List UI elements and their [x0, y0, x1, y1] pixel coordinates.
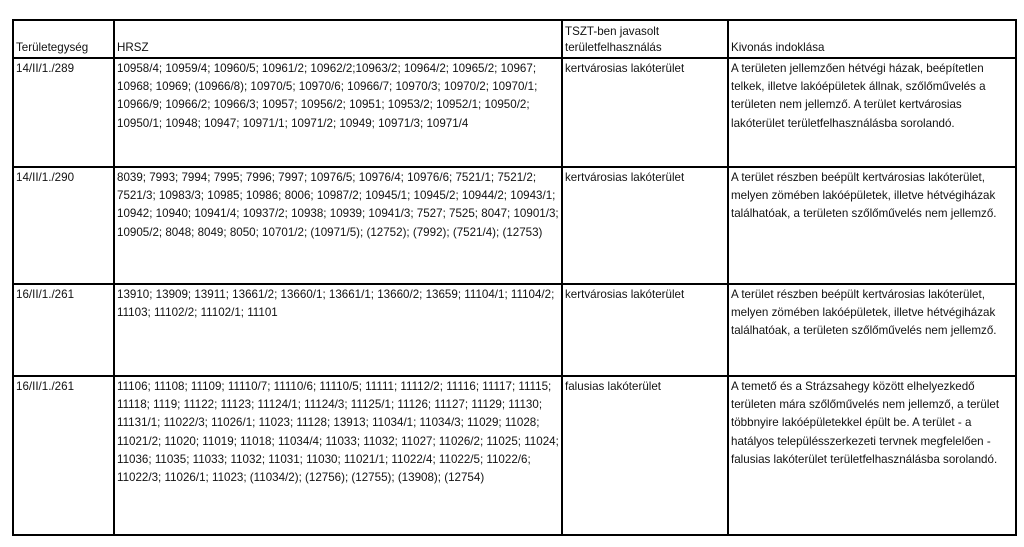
- header-hrsz: HRSZ: [114, 20, 562, 58]
- cell-hrsz: 8039; 7993; 7994; 7995; 7996; 7997; 10976/5; 10976/4; 10976/6; 7521/1; 7521/2; 7521/3; 10983/3; 10985; 10986; 8006; 10987/2; 10945/1; 10945/2; 10944/2; 10943/1; 10942; 10940; 10941/4; 10937/2; 10938; 10939; 10941/3; 7527; 7525; 8047; 10901/3; 10905/2; 8048; 8049; 8050; 10701/2; (10971/5); (12752); (7992); (7521/4); (12753): [114, 167, 562, 284]
- table-header-row: [13, 20, 1016, 58]
- cell-unit: 14/II/1./290: [13, 167, 114, 284]
- table-row: [13, 167, 1016, 284]
- cell-landuse: kertvárosias lakóterület: [562, 167, 728, 284]
- cell-reason: A terület részben beépült kertvárosias lakóterület, melyen zömében lakóépületek, illetve hétvégiházak találhatóak, a területen szőlőművelés nem jellemző.: [728, 284, 1016, 376]
- cell-reason: A területen jellemzően hétvégi házak, beépítetlen telkek, illetve lakóépületek állnak, szőlőművelés a területen nem jellemző. A terület kertvárosias lakóterület területfelhasználásba sorolandó.: [728, 58, 1016, 167]
- cell-landuse: falusias lakóterület: [562, 376, 728, 535]
- cell-reason: A terület részben beépült kertvárosias lakóterület, melyen zömében lakóépületek, illetve hétvégiházak találhatóak, a területen szőlőművelés nem jellemző.: [728, 167, 1016, 284]
- cell-landuse: kertvárosias lakóterület: [562, 284, 728, 376]
- header-teruletegyseg: Területegység: [13, 20, 114, 58]
- cell-hrsz: 11106; 11108; 11109; 11110/7; 11110/6; 11110/5; 11111; 11112/2; 11116; 11117; 11115; 11118; 1119; 11122; 11123; 11124/1; 11124/3; 11125/1; 11126; 11127; 11129; 11130; 11131/1; 11022/3; 11026/1; 11023; 11128; 13913; 11034/1; 11034/3; 11029; 11028; 11021/2; 11020; 11019; 11018; 11034/4; 11033; 11032; 11027; 11026/2; 11025; 11024; 11036; 11035; 11033; 11032; 11031; 11030; 11021/1; 11022/4; 11022/5; 11022/6; 11022/3; 11026/1; 11023; (11034/2); (12756); (12755); (13908); (12754): [114, 376, 562, 535]
- header-tszt-landuse: TSZT-ben javasolt területfelhasználás: [562, 20, 728, 58]
- cell-hrsz: 10958/4; 10959/4; 10960/5; 10961/2; 10962/2;10963/2; 10964/2; 10965/2; 10967; 10968; 10969; (10966/8); 10970/5; 10970/6; 10966/7; 10970/3; 10970/2; 10970/1; 10966/9; 10966/2; 10966/3; 10957; 10956/2; 10951; 10953/2; 10952/1; 10950/2; 10950/1; 10948; 10947; 10971/1; 10971/2; 10949; 10971/3; 10971/4: [114, 58, 562, 167]
- cell-unit: 14/II/1./289: [13, 58, 114, 167]
- cell-unit: 16/II/1./261: [13, 284, 114, 376]
- header-kivonas-indoklasa: Kivonás indoklása: [728, 20, 1016, 58]
- cell-hrsz: 13910; 13909; 13911; 13661/2; 13660/1; 13661/1; 13660/2; 13659; 11104/1; 11104/2; 11103; 11102/2; 11102/1; 11101: [114, 284, 562, 376]
- land-use-table: [12, 19, 1017, 536]
- cell-unit: 16/II/1./261: [13, 376, 114, 535]
- cell-reason: A temető és a Strázsahegy között elhelyezkedő területen mára szőlőművelés nem jellemző, a terület többnyire lakóépületekkel épült be. A terület - a hatályos településszerkezeti tervnek megfelelően - falusias lakóterület területfelhasználásba sorolandó.: [728, 376, 1016, 535]
- table-row: [13, 376, 1016, 535]
- cell-landuse: kertvárosias lakóterület: [562, 58, 728, 167]
- table-row: [13, 284, 1016, 376]
- table-row: [13, 58, 1016, 167]
